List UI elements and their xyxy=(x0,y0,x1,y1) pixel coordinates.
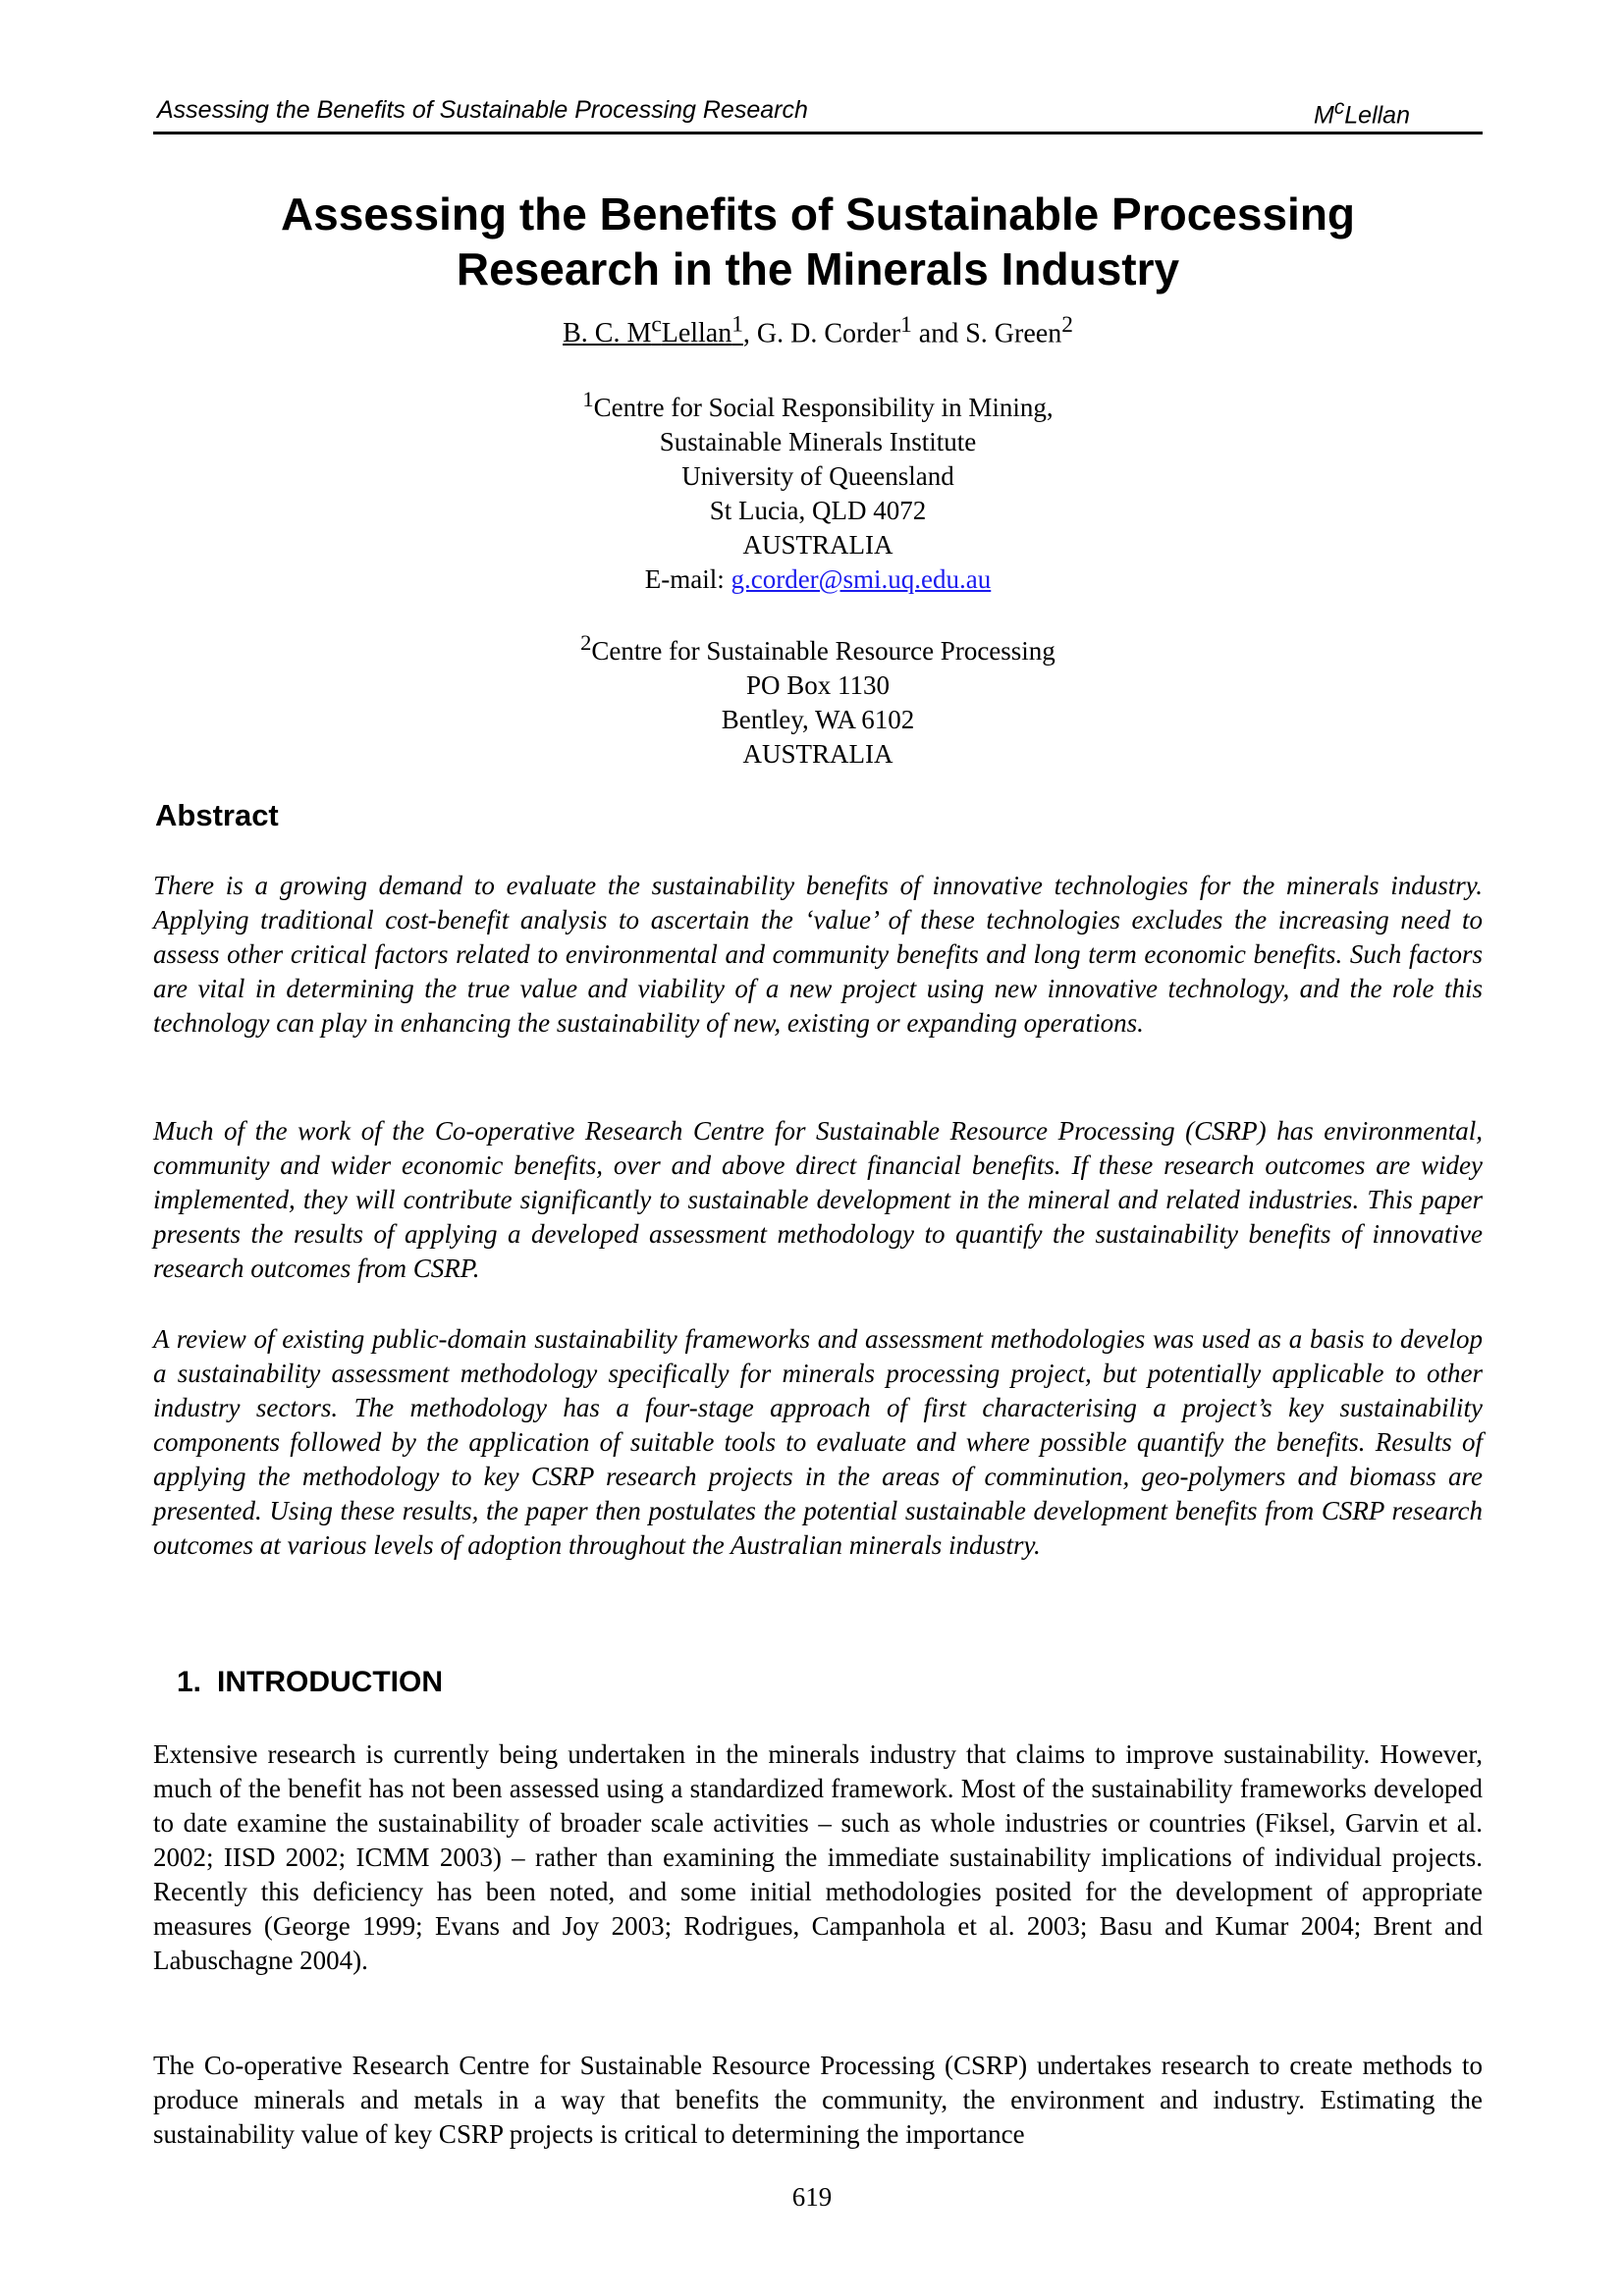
affiliation-2-line-2: PO Box 1130 xyxy=(745,670,891,700)
section-heading-introduction xyxy=(177,1666,443,1699)
affiliation-2-line-4: AUSTRALIA xyxy=(742,739,893,769)
running-header-author-prefix: M xyxy=(1314,101,1334,130)
affiliation-1-name: Centre for Social Responsibility in Mining, xyxy=(593,393,1054,422)
affiliation-2-line-3: Bentley, WA 6102 xyxy=(721,705,915,734)
introduction-paragraph-1: Extensive research is currently being undertaken in the minerals industry that claims to improve sustainability. However, much of the benefit has not been assessed using a standardized framework. Most of the sustainability frameworks developed to date examine the sustainability of broader scale activities – such as whole industries or countries (Fiksel, Garvin et al. 2002; IISD 2002; ICMM 2003) – rather than examining the immediate sustainability implications of individual projects. Recently this deficiency has been noted, and some initial methodologies posited for the development of appropriate measures (George 1999; Evans and Joy 2003; Rodrigues, Campanhola et al. 2003; Basu and Kumar 2004; Brent and Labuschagne 2004). xyxy=(153,1739,1483,1975)
author-mclellan-sup-c: c xyxy=(651,312,662,338)
author-mclellan-affil: 1 xyxy=(731,312,743,338)
abstract-paragraph-3: A review of existing public-domain sustainability frameworks and assessment methodologies was used as a basis to develop a sustainability assessment methodology specifically for minerals processing project, but potentially applicable to other industry sectors. The methodology has a four-stage approach of first characterising a project’s key sustainability components followed by the application of suitable tools to evaluate and where possible quantify the benefits. Results of applying the methodology to key CSRP research projects in the areas of comminution, geo-polymers and biomass are presented. Using these results, the paper then postulates the potential sustainable development benefits from CSRP research outcomes at various levels of adoption throughout the Australian minerals industry. xyxy=(153,1324,1483,1560)
author-corder-affil: 1 xyxy=(900,312,912,338)
affiliation-1-email-line xyxy=(153,562,1483,597)
affiliation-1-line-1 xyxy=(153,382,1483,425)
affiliation-1-line-5: AUSTRALIA xyxy=(742,530,893,560)
running-header xyxy=(153,94,1483,134)
affiliation-1 xyxy=(153,382,1483,597)
email-link[interactable]: g.corder@smi.uq.edu.au xyxy=(731,564,992,594)
author-green-affil: 2 xyxy=(1061,312,1073,338)
affiliation-2 xyxy=(153,625,1483,772)
affiliation-2-line-1 xyxy=(153,625,1483,668)
abstract-heading: Abstract xyxy=(155,798,279,832)
affiliation-1-sup: 1 xyxy=(582,387,594,411)
running-header-author xyxy=(1314,96,1410,130)
running-header-title: Assessing the Benefits of Sustainable Processing Research xyxy=(157,96,808,124)
author-corder: , G. D. Corder xyxy=(742,318,901,349)
abstract-paragraph-2: Much of the work of the Co-operative Research Centre for Sustainable Resource Processing (CSRP) has environmental, community and wider economic benefits, over and above direct financial benefits. If these research outcomes are widey implemented, they will contribute significantly to sustainable development in the mineral and related industries. This paper presents the results of applying a developed assessment methodology to quantify the sustainability benefits of innovative research outcomes from CSRP. xyxy=(153,1116,1483,1283)
author-green: and S. Green xyxy=(911,318,1062,349)
paper-title-line-1: Assessing the Benefits of Sustainable Processing xyxy=(280,188,1356,240)
page-number: 619 xyxy=(791,2182,833,2212)
running-header-author-suffix: Lellan xyxy=(1344,101,1410,130)
section-title: INTRODUCTION xyxy=(217,1666,444,1698)
paper-title xyxy=(153,187,1483,296)
abstract-paragraph-1: There is a growing demand to evaluate the sustainability benefits of innovative technologies for the minerals industry. Applying traditional cost-benefit analysis to ascertain the ‘value’ of these technologies excludes the increasing need to assess other critical factors related to environmental and community benefits and long term economic benefits. Such factors are vital in determining the true value and viability of a new project using new innovative technology, and the role this technology can play in enhancing the sustainability of new, existing or expanding operations. xyxy=(153,871,1483,1038)
email-label: E-mail: xyxy=(644,564,731,594)
author-mclellan xyxy=(563,312,743,349)
author-mclellan-prefix: B. C. M xyxy=(563,318,652,349)
author-mclellan-suffix: Lellan xyxy=(661,318,732,349)
paper-title-line-2: Research in the Minerals Industry xyxy=(456,243,1180,294)
affiliation-2-sup: 2 xyxy=(580,630,592,655)
affiliation-1-line-2: Sustainable Minerals Institute xyxy=(659,427,977,456)
affiliation-1-line-4: St Lucia, QLD 4072 xyxy=(709,496,927,525)
running-header-author-sup: c xyxy=(1333,96,1345,119)
affiliation-1-line-3: University of Queensland xyxy=(681,461,954,491)
author-list xyxy=(153,307,1483,351)
section-number: 1. xyxy=(177,1666,202,1698)
affiliation-2-name: Centre for Sustainable Resource Processing xyxy=(591,636,1056,666)
introduction-paragraph-2: The Co-operative Research Centre for Sustainable Resource Processing (CSRP) undertakes research to create methods to produce minerals and metals in a way that benefits the community, the environment and industry. Estimating the sustainability value of key CSRP projects is critical to determining the importance xyxy=(153,2051,1483,2149)
